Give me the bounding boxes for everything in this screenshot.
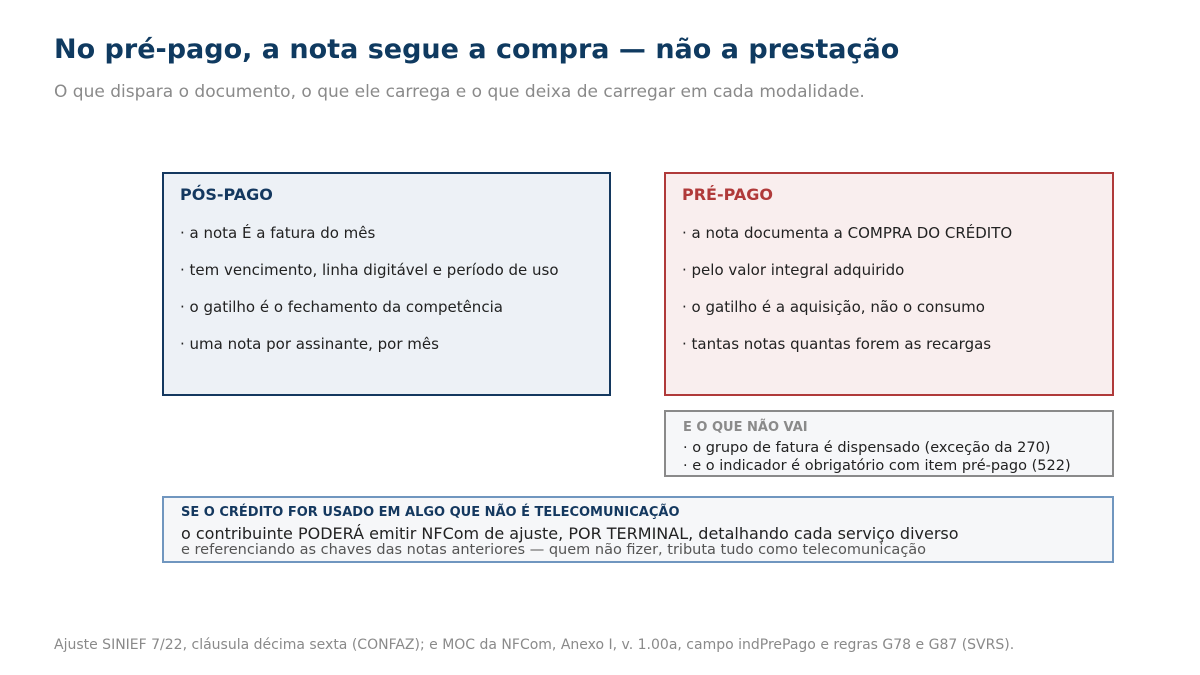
list-item: · a nota documenta a COMPRA DO CRÉDITO: [682, 224, 1013, 242]
nao-vai-heading: E O QUE NÃO VAI: [683, 420, 808, 435]
list-item: · tantas notas quantas forem as recargas: [682, 335, 992, 353]
pos-pago-list: [180, 223, 559, 371]
list-item: · a nota É a fatura do mês: [180, 224, 376, 242]
credito-heading: SE O CRÉDITO FOR USADO EM ALGO QUE NÃO É TELECOMUNICAÇÃO: [181, 505, 680, 520]
pos-pago-box: [162, 172, 611, 396]
pre-pago-heading: PRÉ-PAGO: [682, 185, 773, 204]
pos-pago-heading: PÓS-PAGO: [180, 185, 273, 204]
credito-secondary-text: e referenciando as chaves das notas anteriores — quem não fizer, tributa tudo como telecomunicação: [181, 542, 927, 558]
list-item: · pelo valor integral adquirido: [682, 261, 905, 279]
list-item: · e o indicador é obrigatório com item pré-pago (522): [683, 458, 1071, 474]
source-note: Ajuste SINIEF 7/22, cláusula décima sexta (CONFAZ); e MOC da NFCom, Anexo I, v. 1.00a, campo indPrePago e regras G78 e G87 (SVRS).: [54, 637, 1015, 653]
list-item: · o gatilho é a aquisição, não o consumo: [682, 298, 985, 316]
credito-main-text: o contribuinte PODERÁ emitir NFCom de ajuste, POR TERMINAL, detalhando cada serviço diverso: [181, 524, 959, 543]
list-item: · uma nota por assinante, por mês: [180, 335, 439, 353]
nao-vai-list: [683, 439, 1071, 475]
pre-pago-list: [682, 223, 1012, 371]
list-item: · tem vencimento, linha digitável e período de uso: [180, 261, 559, 279]
credito-box: [162, 496, 1114, 563]
page-subtitle: O que dispara o documento, o que ele carrega e o que deixa de carregar em cada modalidade.: [54, 82, 865, 102]
nao-vai-box: [664, 410, 1114, 477]
pre-pago-box: [664, 172, 1114, 396]
list-item: · o gatilho é o fechamento da competência: [180, 298, 503, 316]
list-item: · o grupo de fatura é dispensado (exceção da 270): [683, 440, 1051, 456]
page-title: No pré-pago, a nota segue a compra — não a prestação: [54, 34, 900, 65]
